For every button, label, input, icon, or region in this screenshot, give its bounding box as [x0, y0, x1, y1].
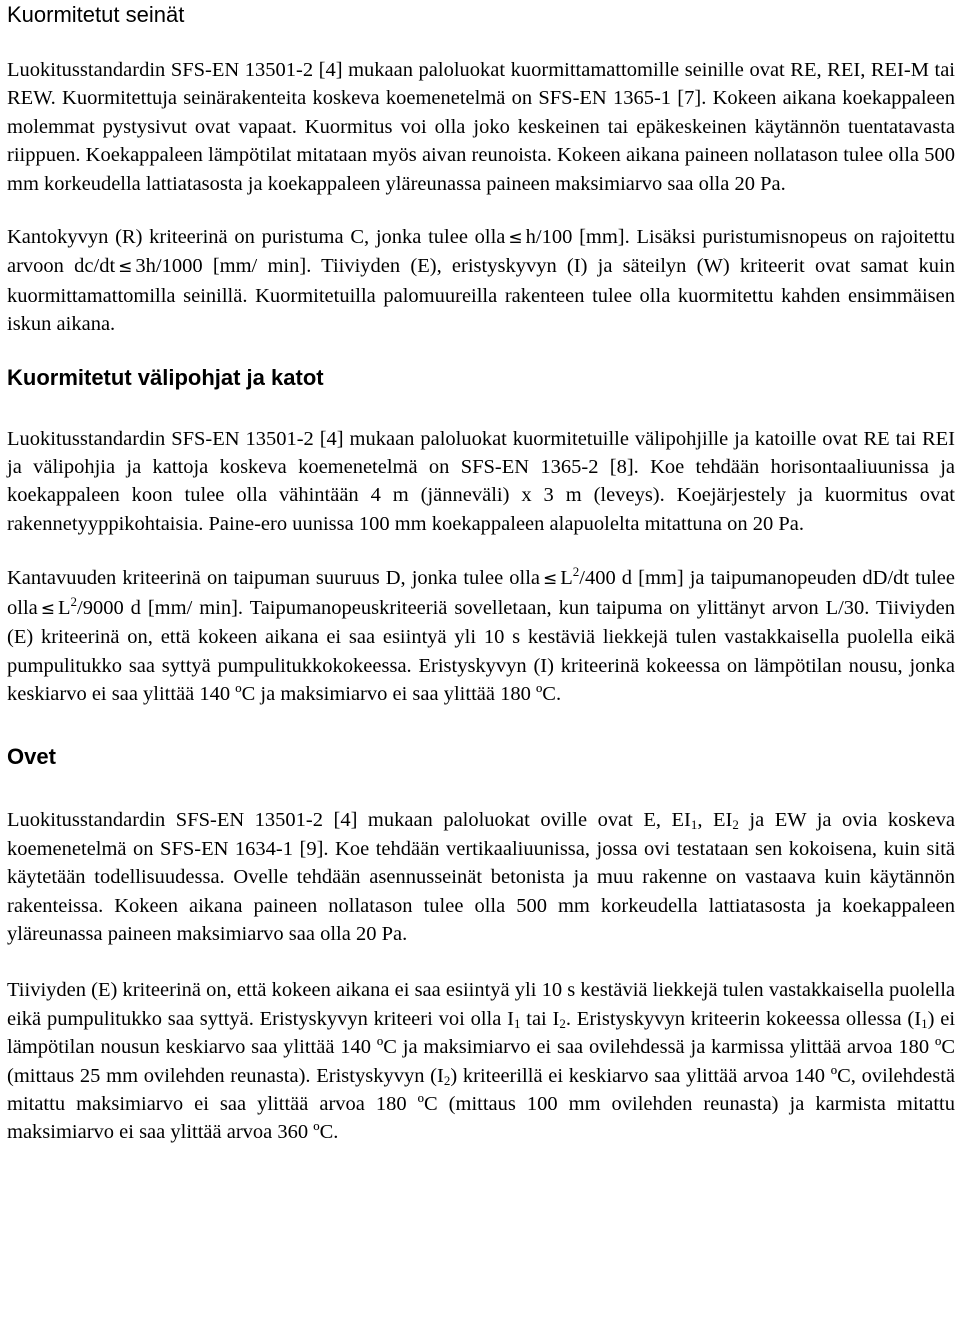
- paragraph-doors-criteria: Tiiviyden (E) kriteerinä on, että kokeen aikana ei saa esiintyä yli 10 s kestäviä liekkejä tulen vastakkaisella puolella eikä pumpulitukko saa syttyä. Eristyskyvyn kriteeri voi olla $I_1$ tai $I_2$. Eristyskyvyn kriteerin kokeessa ollessa $(I_1)$ ei lämpötilan nousun keskiarvo saa ylittää 140 ºC ja maksimiarvo ei saa ovilehdessä ja karmissa ylittää arvoa 180 ºC (mittaus 25 mm ovilehden reunasta). Eristyskyvyn $(I_2)$ kriteerillä ei keskiarvo saa ylittää arvoa 140 ºC, ovilehdestä mitattu maksimiarvo ei saa ylittää arvoa 180 ºC (mittaus 100 mm ovilehden reunasta) ja karmista mitattu maksimiarvo ei saa ylittää arvoa 360 ºC.: [7, 979, 956, 1144]
- subscript: 2: [732, 817, 739, 833]
- less-or-equal-symbol: ≤: [118, 257, 133, 278]
- subscript: 2: [559, 1015, 566, 1031]
- section-heading-loaded-walls: Kuormitetut seinät: [7, 2, 185, 27]
- subscript: 1: [690, 817, 698, 833]
- less-or-equal-symbol: ≤: [508, 228, 523, 249]
- paragraph-doors-standard: Luokitusstandardin SFS-EN 13501-2 [4] mukaan paloluokat oville ovat E, $EI_1$, $EI_2$ ja EW ja ovia koskeva koemenetelmä on SFS-EN 1634-1 [9]. Koe tehdään vertikaaliuunissa, jossa ovi testataan sen kokoisena, kuin sitä käytetään todellisuudessa. Ovelle tehdään asennusseinät betonista ja muu rakenne on vastaava kuin käytännön rakenteissa. Kokeen aikana paineen nollatason tulee olla 500 mm korkeudella lattiatasosta ja koekappaleen yläreunassa paineen maksimiarvo saa olla 20 Pa.: [7, 809, 956, 945]
- subscript: 2: [443, 1072, 451, 1088]
- paragraph-floors-standard: Luokitusstandardin SFS-EN 13501-2 [4] mukaan paloluokat kuormitetuille välipohjille ja katoille ovat RE tai REI ja välipohjia ja kattoja koskeva koemenetelmä on SFS-EN 1365-2 [8]. Koe tehdään horisontaaliuunissa ja koekappaleen koon tulee olla vähintään 4 m (jänneväli) x 3 m (leveys). Koejärjestely ja kuormitus ovat rakennetyyppikohtaisia. Paine-ero uunissa 100 mm koekappaleen alapuolelta mitattuna on 20 Pa.: [7, 427, 955, 535]
- paragraph-walls-criteria: Kantokyvyn (R) kriteerinä on puristuma C, jonka tulee olla ≤ h/100 [mm]. Lisäksi puristumisnopeus on rajoitettu arvoon dc/dt ≤ 3h/1000 [mm/ min]. Tiiviyden (E), eristyskyvyn (I) ja säteilyn (W) kriteerit ovat samat kuin kuormittamattomilla seinillä. Kuormitetuilla palomuureilla rakenteen tulee olla kuormitettu kahden ensimmäisen iskun aikana.: [7, 226, 956, 336]
- section-heading-doors: Ovet: [7, 744, 56, 770]
- subscript: 1: [513, 1015, 521, 1031]
- less-or-equal-symbol: ≤: [40, 598, 55, 619]
- less-or-equal-symbol: ≤: [543, 569, 558, 590]
- superscript: 2: [70, 593, 78, 609]
- subscript: 1: [921, 1015, 928, 1031]
- superscript: 2: [572, 564, 580, 580]
- document-page: [7, 0, 955, 1147]
- paragraph-walls-standard: Luokitusstandardin SFS-EN 13501-2 [4] mukaan paloluokat kuormittamattomille seinille ovat RE, REI, REI-M tai REW. Kuormitettuja seinärakenteita koskeva koemenetelmä on SFS-EN 1365-1 [7]. Kokeen aikana koekappaleen molemmat pystysivut ovat vapaat. Kuormitus voi olla joko keskeinen tai epäkeskeinen käytännön tuentatavasta riippuen. Koekappaleen lämpötilat mitataan myös aivan reunoista. Kokeen aikana paineen nollatason tulee olla 500 mm korkeudella lattiatasosta ja koekappaleen yläreunassa paineen maksimiarvo saa olla 20 Pa.: [7, 59, 955, 195]
- section-heading-loaded-floors-roofs: Kuormitetut välipohjat ja katot: [7, 364, 324, 390]
- paragraph-floors-criteria: Kantavuuden kriteerinä on taipuman suuruus D, jonka tulee olla ≤ $L^2/400$ d [mm] ja taipumanopeuden dD/dt tulee olla ≤ $L^2/9000$ d [mm/ min]. Taipumanopeuskriteeriä sovelletaan, kun taipuma on ylittänyt arvon L/30. Tiiviyden (E) kriteerinä on, että kokeen aikana ei saa esiintyä yli 10 s kestäviä liekkejä tulen vastakkaisella puolella eikä pumpulitukko saa syttyä pumpulitukkokokeessa. Eristyskyvyn (I) kriteerinä kokeessa on lämpötilan nousu, jonka keskiarvo ei saa ylittää 140 ºC ja maksimiarvo ei saa ylittää 180 ºC.: [7, 564, 955, 705]
